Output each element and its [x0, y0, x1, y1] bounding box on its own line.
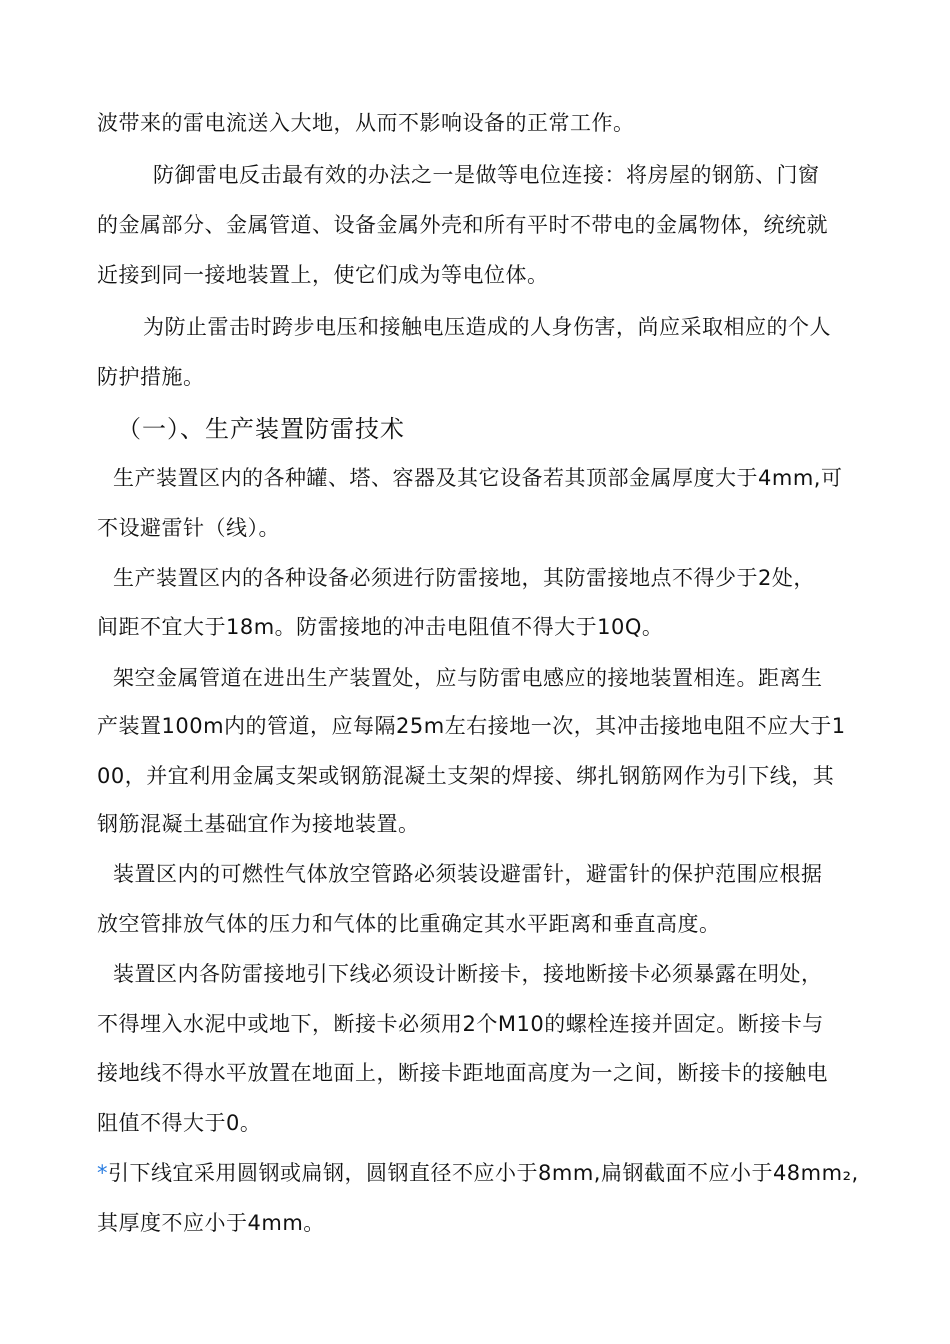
paragraph-line: 不设避雷针（线）。 [97, 516, 280, 540]
paragraph-line: 近接到同一接地装置上，使它们成为等电位体。 [97, 263, 549, 287]
paragraph-line: 装置区内各防雷接地引下线必须设计断接卡，接地断接卡必须暴露在明处， [113, 962, 823, 986]
paragraph-line: 接地线不得水平放置在地面上，断接卡距地面高度为一之间，断接卡的接触电 [97, 1061, 828, 1085]
paragraph-line: 装置区内的可燃性气体放空管路必须装设避雷针，避雷针的保护范围应根据 [113, 862, 823, 886]
paragraph-line: 防御雷电反击最有效的办法之一是做等电位连接：将房屋的钢筋、门窗 [153, 163, 820, 187]
paragraph-line: 防护措施。 [97, 365, 205, 389]
paragraph-line: 其厚度不应小于4mm。 [97, 1211, 325, 1235]
paragraph-line: 架空金属管道在进出生产装置处，应与防雷电感应的接地装置相连。距离生 [113, 666, 823, 690]
paragraph-line: 的金属部分、金属管道、设备金属外壳和所有平时不带电的金属物体，统统就 [97, 213, 828, 237]
bullet-text: 引下线宜采用圆钢或扁钢，圆钢直径不应小于8mm,扁钢截面不应小于48mm₂, [108, 1161, 859, 1185]
paragraph-line: 阻值不得大于0。 [97, 1111, 262, 1135]
paragraph-line: 为防止雷击时跨步电压和接触电压造成的人身伤害，尚应采取相应的个人 [143, 315, 831, 339]
paragraph-line: 生产装置区内的各种设备必须进行防雷接地，其防雷接地点不得少于2处， [113, 566, 815, 590]
bullet-star-icon: * [97, 1161, 108, 1185]
bullet-paragraph-line [97, 1158, 859, 1188]
paragraph-line: 00，并宜利用金属支架或钢筋混凝土支架的焊接、绑扎钢筋网作为引下线，其 [97, 764, 835, 788]
paragraph-line: 放空管排放气体的压力和气体的比重确定其水平距离和垂直高度。 [97, 912, 721, 936]
paragraph-line: 生产装置区内的各种罐、塔、容器及其它设备若其顶部金属厚度大于4mm,可 [113, 466, 843, 490]
section-heading: （一）、生产装置防雷技术 [117, 415, 405, 443]
paragraph-line: 不得埋入水泥中或地下，断接卡必须用2个M10的螺栓连接并固定。断接卡与 [97, 1012, 824, 1036]
paragraph-line: 间距不宜大于18m。防雷接地的冲击电阻值不得大于10Q。 [97, 615, 664, 639]
paragraph-line: 波带来的雷电流送入大地，从而不影响设备的正常工作。 [97, 111, 635, 135]
paragraph-line: 产装置100m内的管道，应每隔25m左右接地一次，其冲击接地电阻不应大于1 [97, 714, 846, 738]
paragraph-line: 钢筋混凝土基础宜作为接地装置。 [97, 812, 420, 836]
